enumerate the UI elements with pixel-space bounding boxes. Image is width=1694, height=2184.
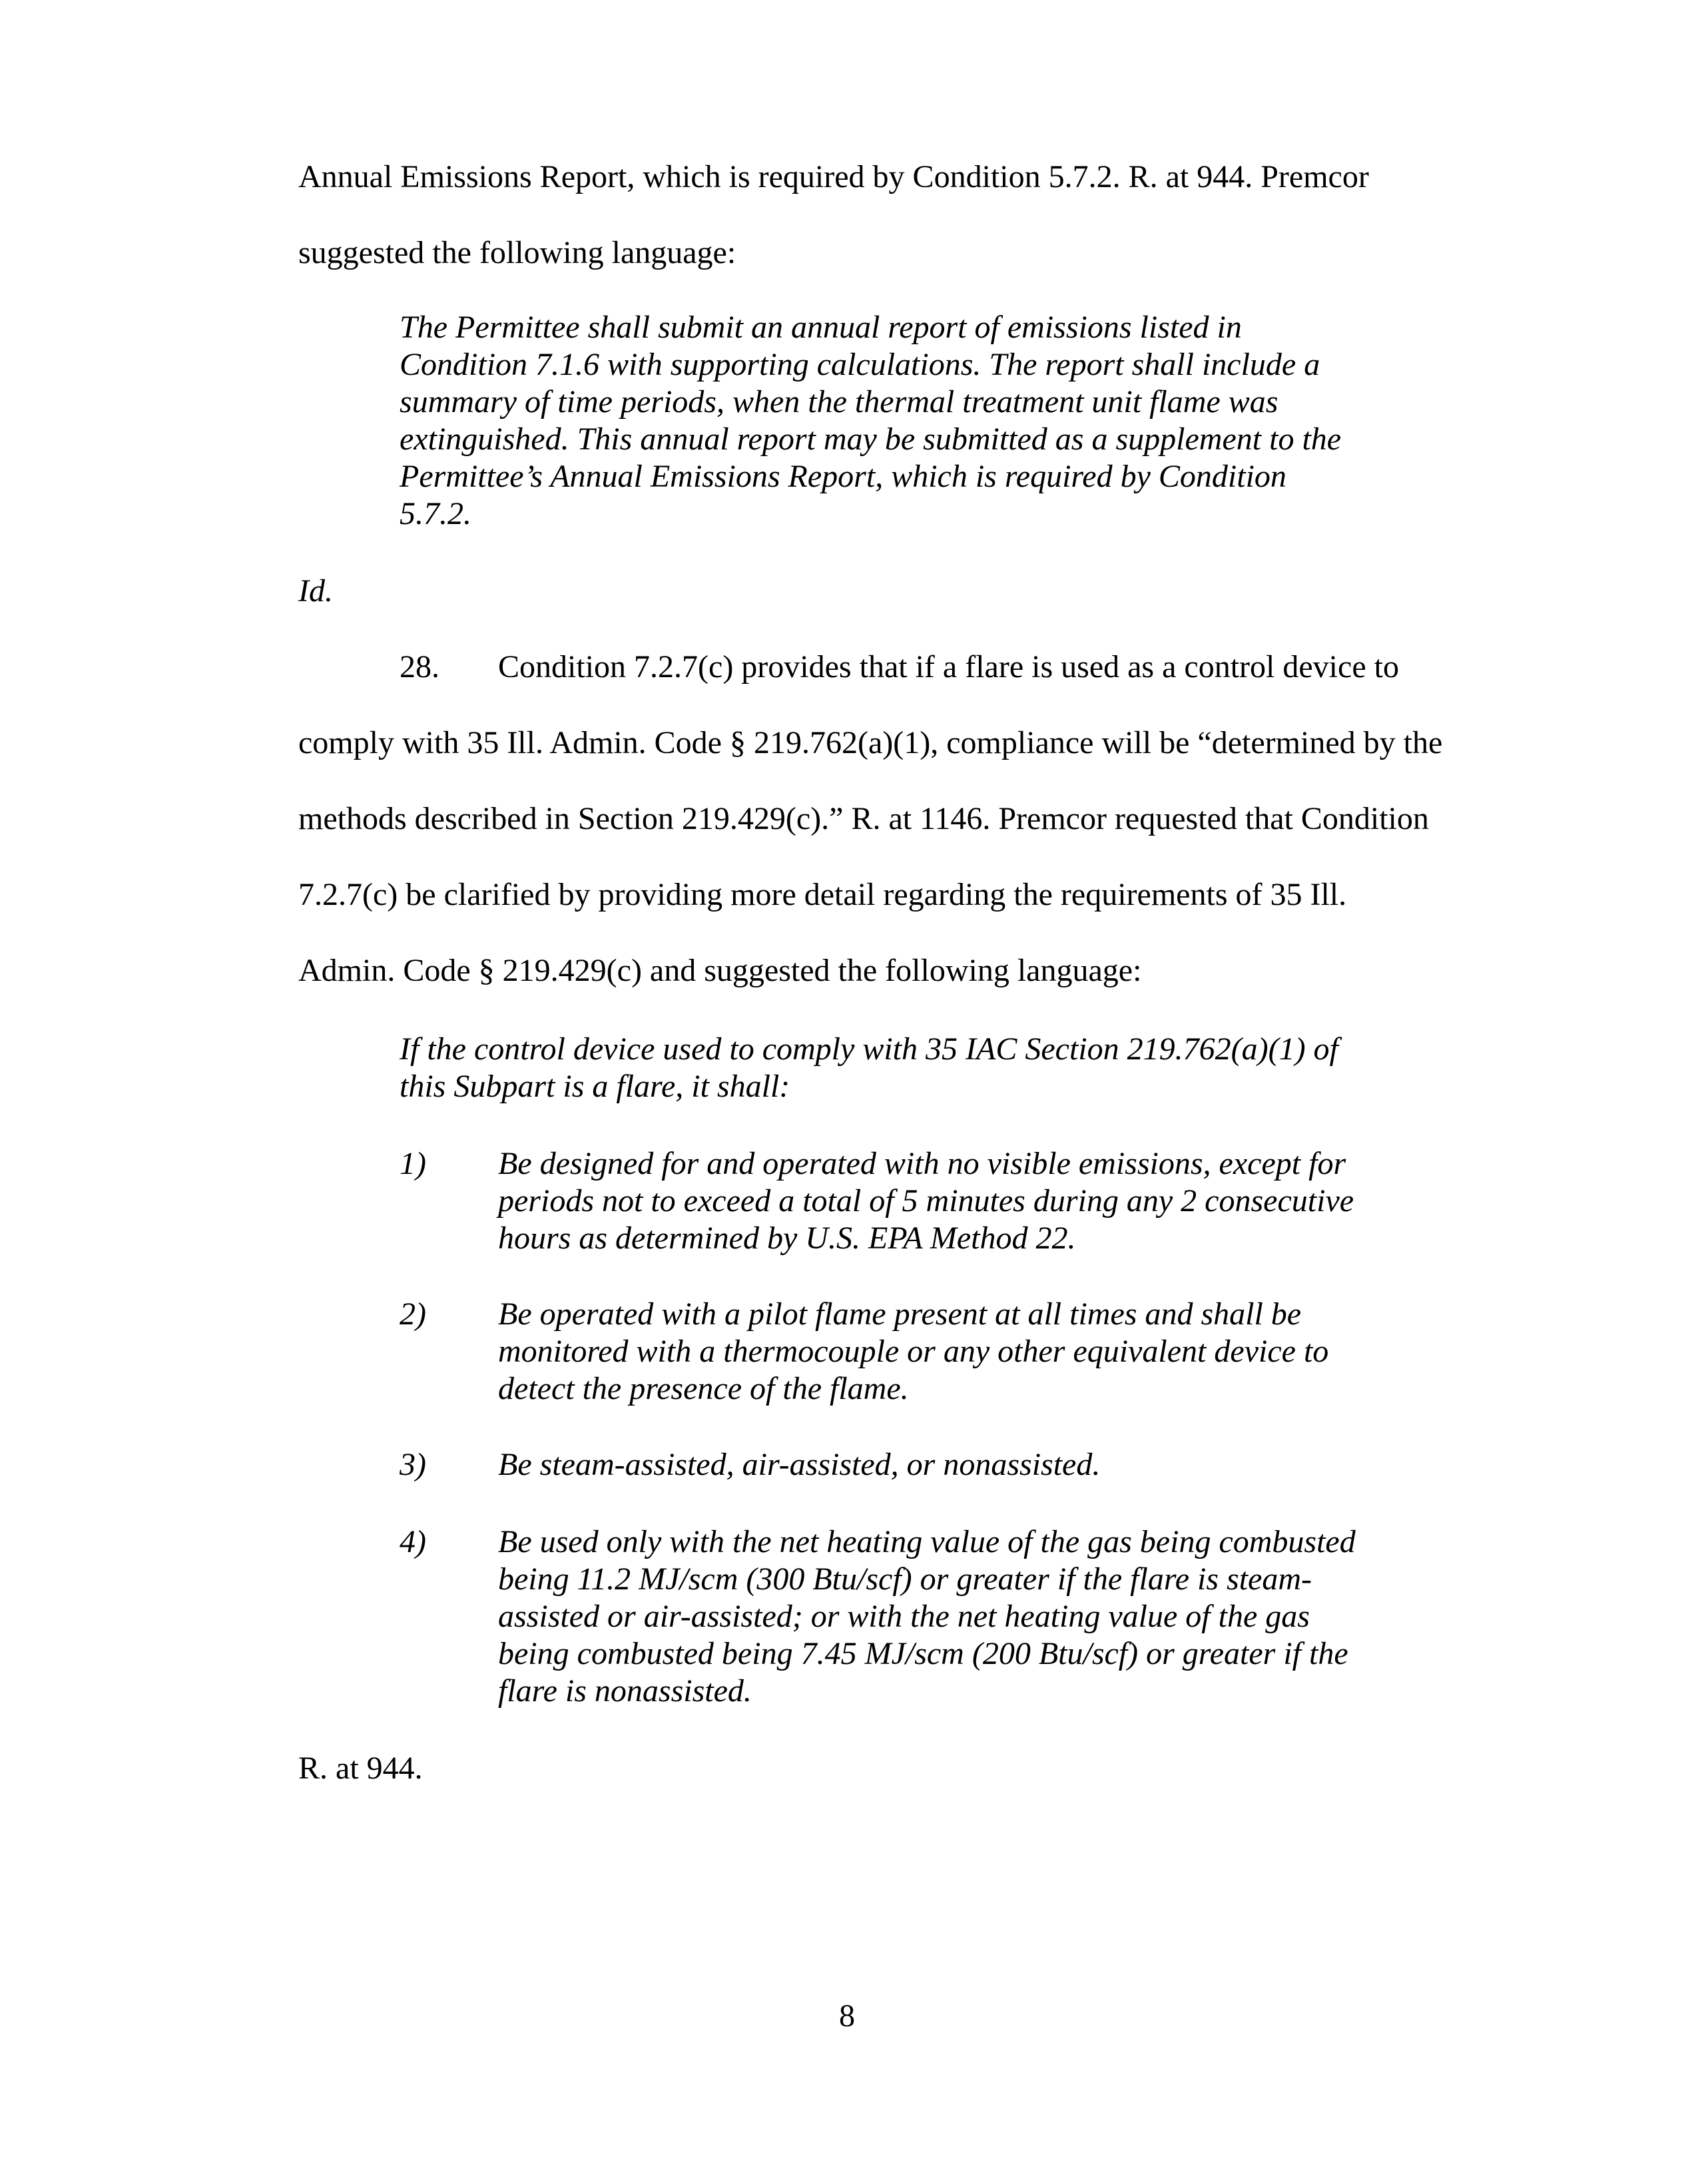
quote1-line-4: extinguished. This annual report may be submitted as a supplement to the (400, 421, 1342, 457)
paragraph-28-line-2: comply with 35 Ill. Admin. Code § 219.762(a)(1), compliance will be “determined by the (298, 725, 1443, 760)
list-item-4-line-5: flare is nonassisted. (498, 1673, 752, 1709)
list-item-number-3: 3) (400, 1447, 426, 1482)
citation-id: Id. (298, 573, 333, 609)
quote1-line-1: The Permittee shall submit an annual report of emissions listed in (400, 310, 1242, 345)
list-item-2-line-1: Be operated with a pilot flame present at all times and shall be (498, 1296, 1302, 1332)
list-item-number-4: 4) (400, 1524, 426, 1559)
list-item-number-1: 1) (400, 1146, 426, 1181)
intro-line-2: suggested the following language: (298, 235, 736, 270)
quote1-line-2: Condition 7.1.6 with supporting calculations. The report shall include a (400, 347, 1320, 382)
paragraph-28-line-3: methods described in Section 219.429(c).” R. at 1146. Premcor requested that Condition (298, 801, 1429, 836)
list-item-1-line-1: Be designed for and operated with no visible emissions, except for (498, 1146, 1346, 1181)
quote2-intro-line-1: If the control device used to comply with 35 IAC Section 219.762(a)(1) of (400, 1031, 1338, 1067)
list-item-number-2: 2) (400, 1296, 426, 1332)
list-item-4-line-3: assisted or air-assisted; or with the net heating value of the gas (498, 1599, 1310, 1634)
page-number: 8 (839, 1998, 855, 2034)
list-item-1-line-3: hours as determined by U.S. EPA Method 22. (498, 1221, 1076, 1256)
list-item-4-line-4: being combusted being 7.45 MJ/scm (200 Btu/scf) or greater if the (498, 1636, 1348, 1671)
quote1-line-3: summary of time periods, when the thermal treatment unit flame was (400, 384, 1278, 419)
paragraph-28-line-1: Condition 7.2.7(c) provides that if a flare is used as a control device to (498, 649, 1399, 684)
list-item-2-line-3: detect the presence of the flame. (498, 1371, 909, 1406)
list-item-4-line-2: being 11.2 MJ/scm (300 Btu/scf) or greater if the flare is steam- (498, 1561, 1312, 1597)
citation-record: R. at 944. (298, 1751, 423, 1786)
quote1-line-5: Permittee’s Annual Emissions Report, which is required by Condition (400, 459, 1286, 494)
list-item-3-line-1: Be steam-assisted, air-assisted, or nonassisted. (498, 1447, 1101, 1482)
intro-line-1: Annual Emissions Report, which is required by Condition 5.7.2. R. at 944. Premcor (298, 159, 1369, 194)
quote2-intro-line-2: this Subpart is a flare, it shall: (400, 1069, 790, 1104)
quote1-line-6: 5.7.2. (400, 496, 471, 531)
list-item-1-line-2: periods not to exceed a total of 5 minutes during any 2 consecutive (498, 1183, 1354, 1219)
list-item-4-line-1: Be used only with the net heating value of the gas being combusted (498, 1524, 1356, 1559)
paragraph-28-line-5: Admin. Code § 219.429(c) and suggested the following language: (298, 953, 1142, 988)
list-item-2-line-2: monitored with a thermocouple or any other equivalent device to (498, 1334, 1329, 1369)
paragraph-number: 28. (400, 649, 439, 684)
paragraph-28-line-4: 7.2.7(c) be clarified by providing more detail regarding the requirements of 35 Ill. (298, 877, 1347, 912)
